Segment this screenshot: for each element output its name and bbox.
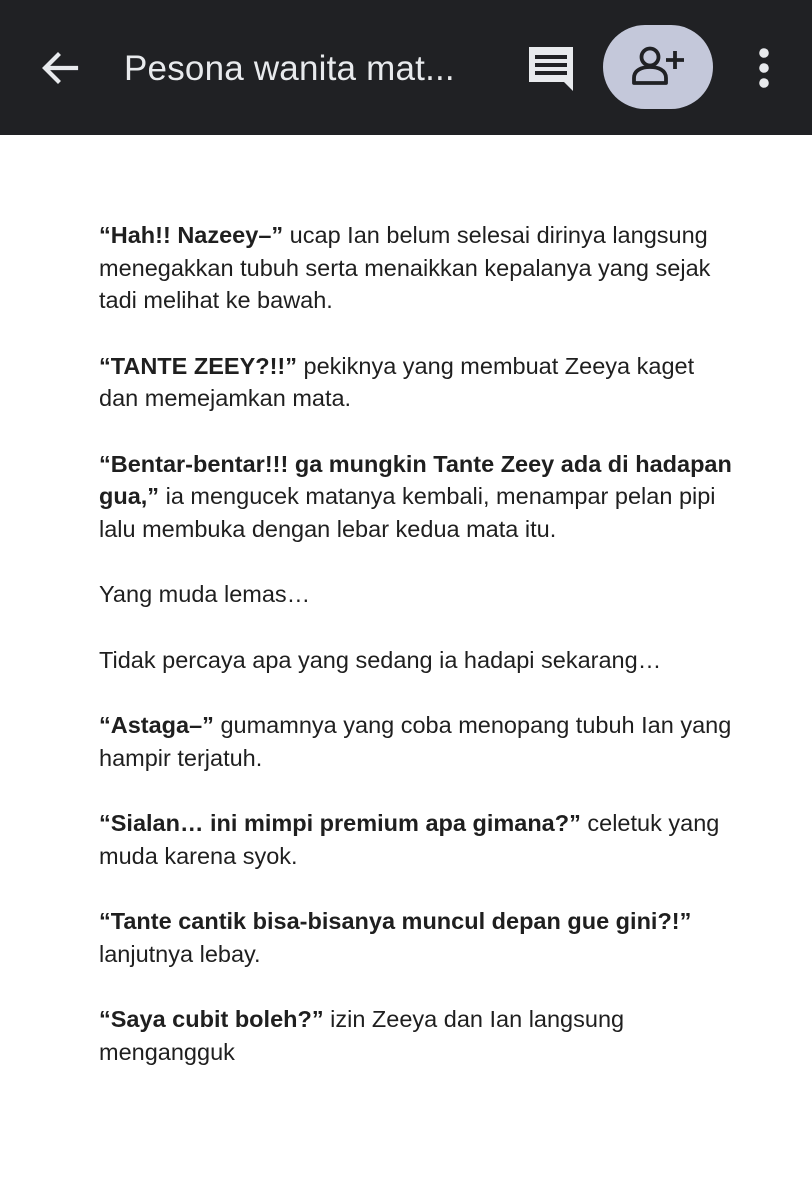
- more-vertical-icon: [746, 42, 782, 94]
- paragraph: [99, 578, 739, 611]
- paragraph: [99, 709, 739, 774]
- narration: Yang muda lemas…: [99, 581, 311, 607]
- narration: celetuk yang muda karena syok.: [99, 810, 720, 869]
- dialogue: “Saya cubit boleh?”: [99, 1006, 324, 1032]
- narration: izin Zeeya dan Ian langsung mengangguk: [99, 1006, 625, 1065]
- paragraph: [99, 219, 739, 317]
- narration: ia mengucek matanya kembali, menampar pelan pipi lalu membuka dengan lebar kedua mata itu.: [99, 483, 716, 542]
- comments-button[interactable]: [524, 42, 578, 96]
- add-person-icon: [630, 41, 686, 93]
- dialogue: “Hah!! Nazeey–”: [99, 222, 284, 248]
- document-text[interactable]: [99, 219, 739, 1101]
- dialogue: “Bentar-bentar!!! ga mungkin Tante Zeey ada di hadapan gua,”: [99, 450, 732, 509]
- paragraph: [99, 807, 739, 872]
- paragraph: [99, 905, 739, 970]
- app-bar: [0, 0, 812, 135]
- narration: Tidak percaya apa yang sedang ia hadapi sekarang…: [99, 646, 662, 673]
- document-title: Pesona wanita mat...: [124, 49, 455, 88]
- paragraph: [99, 448, 739, 546]
- narration: ucap Ian belum selesai dirinya langsung menegakkan tubuh serta menaikkan kepalanya yang sejak tadi melihat ke bawah.: [99, 222, 711, 313]
- paragraph: [99, 644, 739, 677]
- dialogue: “Tante cantik bisa-bisanya muncul depan gue gini?!”: [99, 908, 692, 934]
- narration: pekiknya yang membuat Zeeya kaget dan memejamkan mata.: [99, 352, 695, 411]
- share-button[interactable]: [603, 25, 713, 109]
- paragraph: [99, 350, 739, 415]
- dialogue: “Sialan… ini mimpi premium apa gimana?”: [99, 810, 581, 836]
- narration: lanjutnya lebay.: [99, 940, 261, 967]
- back-button[interactable]: [36, 44, 84, 92]
- dialogue: “Astaga–”: [99, 712, 214, 738]
- comment-icon: [524, 42, 578, 96]
- dialogue: “TANTE ZEEY?!!”: [99, 352, 297, 379]
- more-options-button[interactable]: [746, 42, 782, 94]
- narration: gumamnya yang coba menopang tubuh Ian yang hampir terjatuh.: [99, 712, 732, 771]
- back-arrow-icon: [36, 44, 84, 92]
- paragraph: [99, 1003, 739, 1068]
- document-body: [0, 135, 812, 1200]
